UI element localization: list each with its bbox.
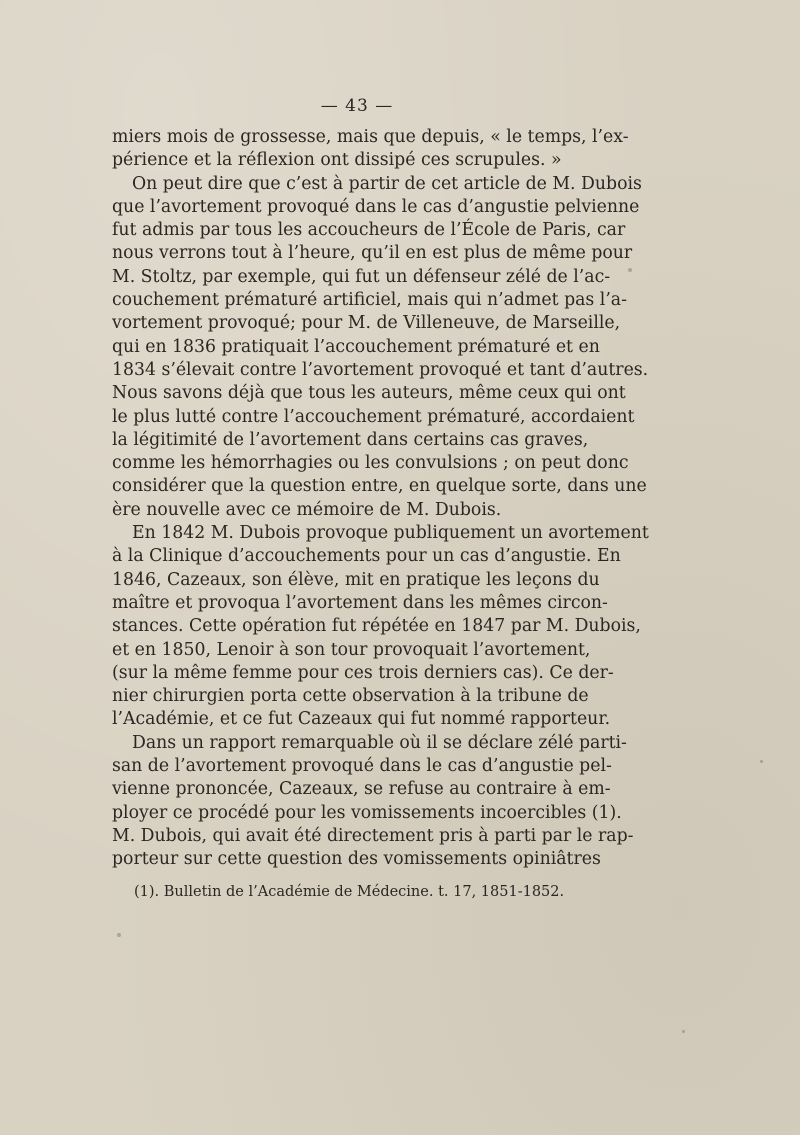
text-line: que l’avortement provoqué dans le cas d’angustie pelvienne [112, 196, 640, 217]
text-line: la légitimité de l’avortement dans certains cas graves, [112, 429, 589, 450]
footnote: (1). Bulletin de l’Académie de Médecine. t. 17, 1851-1852. [134, 883, 565, 900]
paper-speck [760, 760, 763, 763]
text-line: et en 1850, Lenoir à son tour provoquait l’avortement, [112, 639, 591, 660]
text-line: M. Stoltz, par exemple, qui fut un défenseur zélé de l’ac- [112, 266, 611, 287]
text-line: nous verrons tout à l’heure, qu’il en est plus de même pour [112, 243, 633, 264]
text-line: En 1842 M. Dubois provoque publiquement un avortement [132, 523, 649, 544]
text-line: ployer ce procédé pour les vomissements incoercibles (1). [112, 802, 622, 823]
text-line: le plus lutté contre l’accouchement prématuré, accordaient [112, 406, 635, 427]
text-line: 1834 s’élevait contre l’avortement provoqué et tant d’autres. [112, 359, 649, 380]
text-line: (sur la même femme pour ces trois derniers cas). Ce der- [112, 662, 614, 683]
text-line: fut admis par tous les accoucheurs de l’École de Paris, car [112, 220, 626, 241]
text-line: périence et la réflexion ont dissipé ces scrupules. » [112, 150, 562, 171]
paper-speck [628, 268, 632, 272]
text-line: 1846, Cazeaux, son élève, mit en pratique les leçons du [112, 569, 600, 590]
text-line: maître et provoqua l’avortement dans les mêmes circon- [112, 592, 608, 613]
text-block [112, 96, 649, 900]
text-line: vienne prononcée, Cazeaux, se refuse au contraire à em- [112, 779, 611, 800]
text-line: couchement prématuré artificiel, mais qui n’admet pas l’a- [112, 290, 627, 311]
text-line: On peut dire que c’est à partir de cet article de M. Dubois [132, 173, 642, 194]
text-line: à la Clinique d’accouchements pour un cas d’angustie. En [112, 546, 621, 567]
text-line: l’Académie, et ce fut Cazeaux qui fut nommé rapporteur. [112, 709, 611, 730]
paper-speck [682, 1030, 685, 1033]
page-number: — 43 — [320, 96, 394, 116]
text-line: stances. Cette opération fut répétée en 1847 par M. Dubois, [112, 616, 641, 637]
text-line: Nous savons déjà que tous les auteurs, même ceux qui ont [112, 383, 626, 404]
paper-speck [117, 933, 121, 937]
text-line: nier chirurgien porta cette observation à la tribune de [112, 686, 589, 707]
text-line: san de l’avortement provoqué dans le cas d’angustie pel- [112, 756, 612, 777]
text-line: comme les hémorrhagies ou les convulsions ; on peut donc [112, 453, 629, 474]
text-line: vortement provoqué; pour M. de Villeneuve, de Marseille, [112, 313, 621, 334]
text-line: ère nouvelle avec ce mémoire de M. Dubois. [112, 499, 502, 520]
text-line: miers mois de grossesse, mais que depuis, « le temps, l’ex- [112, 127, 629, 147]
text-line: considérer que la question entre, en quelque sorte, dans une [112, 476, 647, 497]
text-line: M. Dubois, qui avait été directement pris à parti par le rap- [112, 825, 634, 846]
text-line: qui en 1836 pratiquait l’accouchement prématuré et en [112, 336, 600, 357]
text-line: Dans un rapport remarquable où il se déclare zélé parti- [132, 732, 627, 753]
text-line: porteur sur cette question des vomissements opiniâtres [112, 849, 601, 870]
